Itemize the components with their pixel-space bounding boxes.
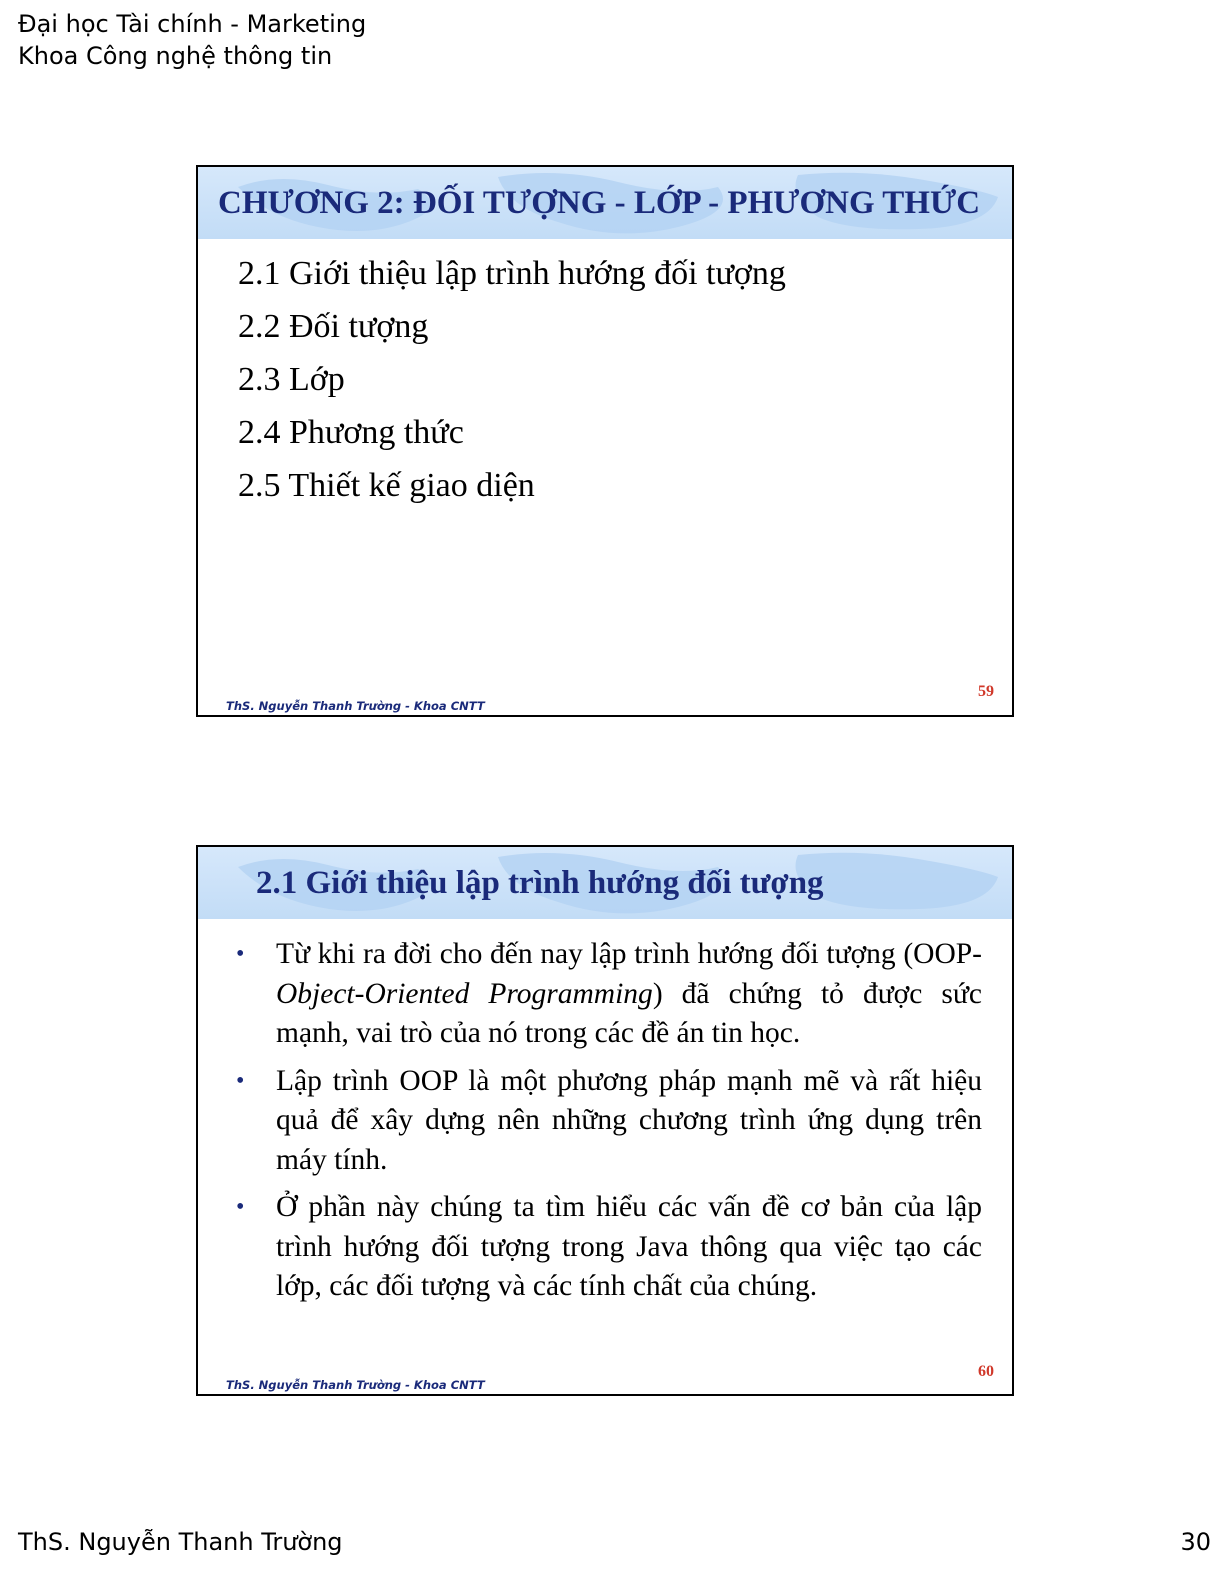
bullet-text-start: Từ khi ra đời cho đến nay lập trình hướng đối tượng (OOP- <box>276 938 982 970</box>
list-item: 2.5 Thiết kế giao diện <box>238 467 535 504</box>
bullet-icon: • <box>236 1194 245 1220</box>
slide-number: 60 <box>978 1363 994 1380</box>
bullet-text-end: ) đã chứng tỏ được sức mạnh, vai trò của nó trong các đề án tin học. <box>276 977 982 1049</box>
page-header <box>18 8 366 72</box>
bullet-text: Ở phần này chúng ta tìm hiểu các vấn đề cơ bản của lập trình hướng đối tượng trong Java thông qua việc tạo các lớp, các đối tượng và các tính chất của chúng. <box>276 1191 982 1302</box>
footer-author: ThS. Nguyễn Thanh Trường <box>18 1528 343 1556</box>
university-name: Đại học Tài chính - Marketing <box>18 10 367 38</box>
slide-title: CHƯƠNG 2: ĐỐI TƯỢNG - LỚP - PHƯƠNG THỨC <box>218 184 981 221</box>
slide-title-banner <box>198 167 1012 239</box>
slide-author: ThS. Nguyễn Thanh Trường - Khoa CNTT <box>226 699 485 713</box>
bullet-text: Lập trình OOP là một phương pháp mạnh mẽ và rất hiệu quả để xây dựng nên những chương trình ứng dụng trên máy tính. <box>276 1064 982 1176</box>
slide-author: ThS. Nguyễn Thanh Trường - Khoa CNTT <box>226 1378 485 1392</box>
list-item: 2.1 Giới thiệu lập trình hướng đối tượng <box>238 255 786 292</box>
chapter-contents-list <box>238 247 786 512</box>
slide-title-banner <box>198 847 1012 919</box>
bullet-list <box>234 935 982 1315</box>
list-item: 2.3 Lớp <box>238 361 345 398</box>
bullet-icon: • <box>236 1067 245 1094</box>
list-item <box>234 935 982 1054</box>
slide-59 <box>196 165 1014 717</box>
list-item <box>234 1062 982 1181</box>
bullet-text-italic: Object-Oriented Programming <box>276 977 653 1010</box>
list-item <box>234 1188 982 1307</box>
page-number: 30 <box>1180 1528 1211 1556</box>
slide-number: 59 <box>978 683 994 700</box>
faculty-name: Khoa Công nghệ thông tin <box>18 42 333 70</box>
list-item: 2.2 Đối tượng <box>238 308 429 345</box>
bullet-icon: • <box>236 941 245 967</box>
list-item: 2.4 Phương thức <box>238 414 464 451</box>
slide-title: 2.1 Giới thiệu lập trình hướng đối tượng <box>256 864 824 901</box>
slide-60 <box>196 845 1014 1396</box>
